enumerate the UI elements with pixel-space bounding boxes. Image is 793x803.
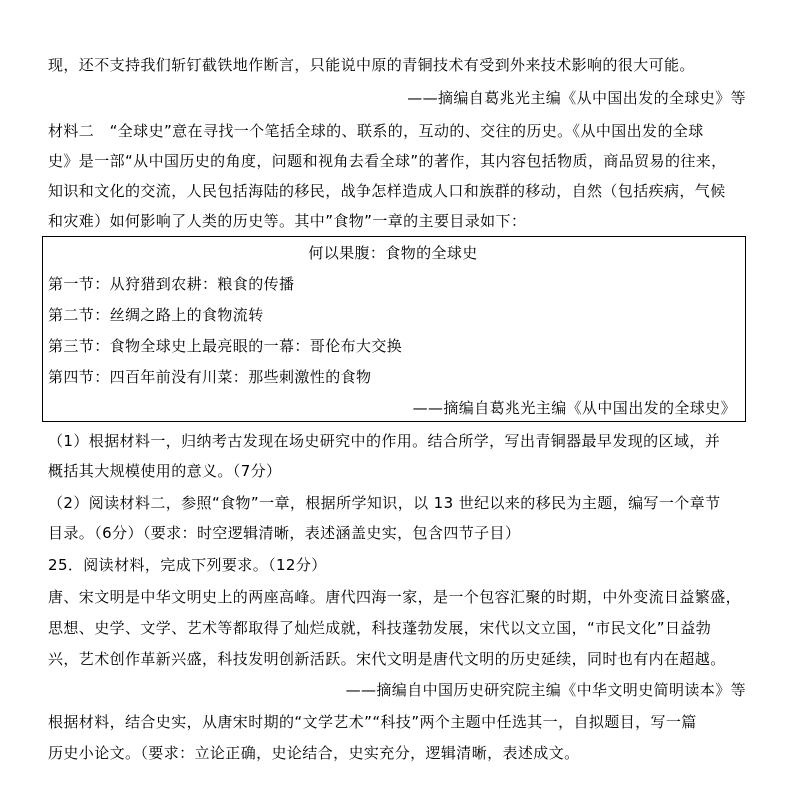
question-25-heading: 25．阅读材料，完成下列要求。（12分） — [48, 556, 327, 574]
material-2-line-3: 知识和文化的交流，人民包括海陆的移民，战争怎样造成人口和族群的移动，自然（包括疾病，气候 — [48, 182, 726, 200]
material-2-line-4: 和灾难）如何影响了人类的历史等。其中”食物”一章的主要目录如下： — [48, 212, 527, 230]
question-2-line-2: 目录。（6分）（要求：时空逻辑清晰，表述涵盖史实，包含四节子目） — [48, 524, 521, 542]
material-2-line-1: 材料二 “全球史”意在寻找一个笔括全球的、联系的，互动的、交往的历史。《从中国出发的全球 — [48, 122, 704, 140]
line-1: 现，还不支持我们斩钉截铁地作断言，只能说中原的青铜技术有受到外来技术影响的很大可能。 — [48, 56, 695, 74]
food-chapter-toc-box — [42, 236, 746, 422]
toc-source: ——摘编自葛兆光主编《从中国出发的全球史》 — [412, 399, 736, 417]
toc-section-1: 第一节：从狩猎到农耕：粮食的传播 — [48, 275, 295, 293]
toc-section-4: 第四节：四百年前没有川菜：那些刺激性的食物 — [48, 368, 372, 386]
question-1-line-2: 概括其大规模使用的意义。（7分） — [48, 462, 282, 480]
task-line-1: 根据材料，结合史实，从唐宋时期的“文学艺术”“科技”两个主题中任选其一，自拟题目，写一篇 — [48, 713, 697, 731]
question-2-line-1: （2）阅读材料二，参照“食物”一章，根据所学知识，以 13 世纪以来的移民为主题，编写一个章节 — [48, 494, 721, 512]
toc-section-2: 第二节：丝绸之路上的食物流转 — [48, 306, 264, 324]
material-25-line-1: 唐、宋文明是中华文明史上的两座高峰。唐代四海一家，是一个包容汇聚的时期，中外变流日益繁盛， — [48, 588, 742, 606]
source-citation-2: ——摘编自中国历史研究院主编《中华文明史简明读本》等 — [345, 681, 746, 699]
question-1-line-1: （1）根据材料一，归纳考古发现在场史研究中的作用。结合所学，写出青铜器最早发现的区域，并 — [48, 432, 721, 450]
toc-title: 何以果腹：食物的全球史 — [308, 244, 478, 262]
material-25-line-2: 思想、史学、文学、艺术等都取得了灿烂成就，科技蓬勃发展，宋代以文立国，“市民文化”日益勃 — [48, 619, 712, 637]
material-2-line-2: 史》是一部“从中国历史的角度，问题和视角去看全球”的著作，其内容包括物质，商品贸易的往来， — [48, 152, 727, 170]
task-line-2: 历史小论文。（要求：立论正确，史论结合，史实充分，逻辑清晰，表述成文。 — [48, 744, 580, 762]
material-25-line-3: 兴，艺术创作革新兴盛，科技发明创新活跃。宋代文明是唐代文明的历史延续，同时也有内在超越。 — [48, 650, 726, 668]
source-citation-1: ——摘编自葛兆光主编《从中国出发的全球史》等 — [407, 89, 746, 107]
toc-section-3: 第三节：食物全球史上最亮眼的一幕：哥伦布大交换 — [48, 337, 403, 355]
